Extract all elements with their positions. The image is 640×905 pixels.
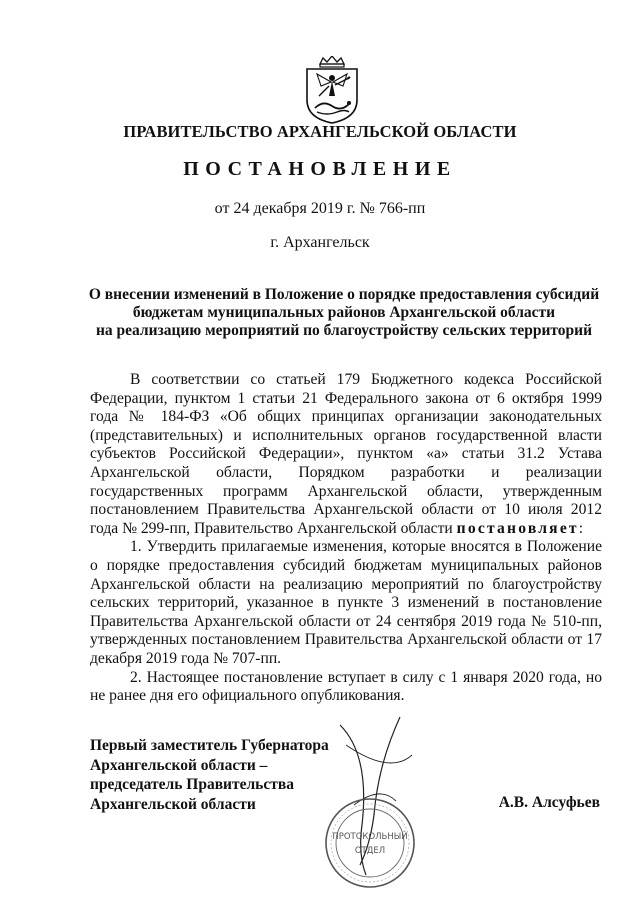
coat-of-arms-icon: [303, 56, 361, 124]
subject-line: на реализацию мероприятий по благоустройству сельских территорий: [95, 322, 593, 339]
signer-position-line: председатель Правительства: [90, 776, 294, 793]
subject-line: бюджетам муниципальных районов Архангельской области: [132, 304, 556, 321]
stamp-center-line: ОТДЕЛ: [354, 846, 386, 856]
signer-position: [90, 736, 390, 814]
signer-position-line: Архангельской области –: [90, 756, 268, 774]
signer-name: А.В. Алсуфьев: [498, 794, 600, 811]
document-date-number: от 24 декабря 2019 г. № 766-пп: [214, 200, 426, 217]
item-paragraph-2: 2. Настоящее постановление вступает в силу с 1 января 2020 года, но не ранее дня его официального опубликования.: [90, 668, 602, 705]
document-body: [90, 371, 602, 706]
decree-word: постановляет: [456, 519, 579, 537]
government-title: ПРАВИТЕЛЬСТВО АРХАНГЕЛЬСКОЙ ОБЛАСТИ: [123, 122, 517, 141]
stamp-center-line: ПРОТОКОЛЬНЫЙ: [332, 832, 408, 842]
document-type-title: ПОСТАНОВЛЕНИЕ: [183, 158, 457, 180]
document-city: г. Архангельск: [270, 234, 370, 251]
signer-position-line: Первый заместитель Губернатора: [90, 737, 329, 754]
preamble-paragraph: [90, 371, 602, 538]
item-paragraph-1: 1. Утвердить прилагаемые изменения, которые вносятся в Положение о порядке предоставления субсидий бюджетам муниципальных районов Архангельской области на реализацию мероприятий по благоустройству сельских территорий, указанное в пункте 3 изменений в постановление Правительства Архангельской области от 24 сентября 2019 года № 510-пп, утвержденных постановлением Правительства Архангельской области от 17 декабря 2019 года № 707-пп.: [90, 538, 602, 667]
document-subject: [80, 286, 608, 340]
decree-colon: :: [578, 519, 584, 537]
signer-position-line: Архангельской области: [90, 795, 256, 813]
preamble-text: В соответствии со статьей 179 Бюджетного кодекса Российской Федерации, пунктом 1 статьи 21 Федерального закона от 6 октября 1999 года № 184-ФЗ «Об общих принципах организации законодательных (представительных) и исполнительных органов государственной власти субъектов Российской Федерации», пунктом «а» статьи 31.2 Устава Архангельской области, Порядком разработки и реализации государственных программ Архангельской области, утвержденным постановлением Правительства Архангельской области от 10 июля 2012 года № 299-пп, Правительство Архангельской области: [90, 371, 602, 537]
subject-line: О внесении изменений в Положение о порядке предоставления субсидий: [88, 286, 600, 303]
